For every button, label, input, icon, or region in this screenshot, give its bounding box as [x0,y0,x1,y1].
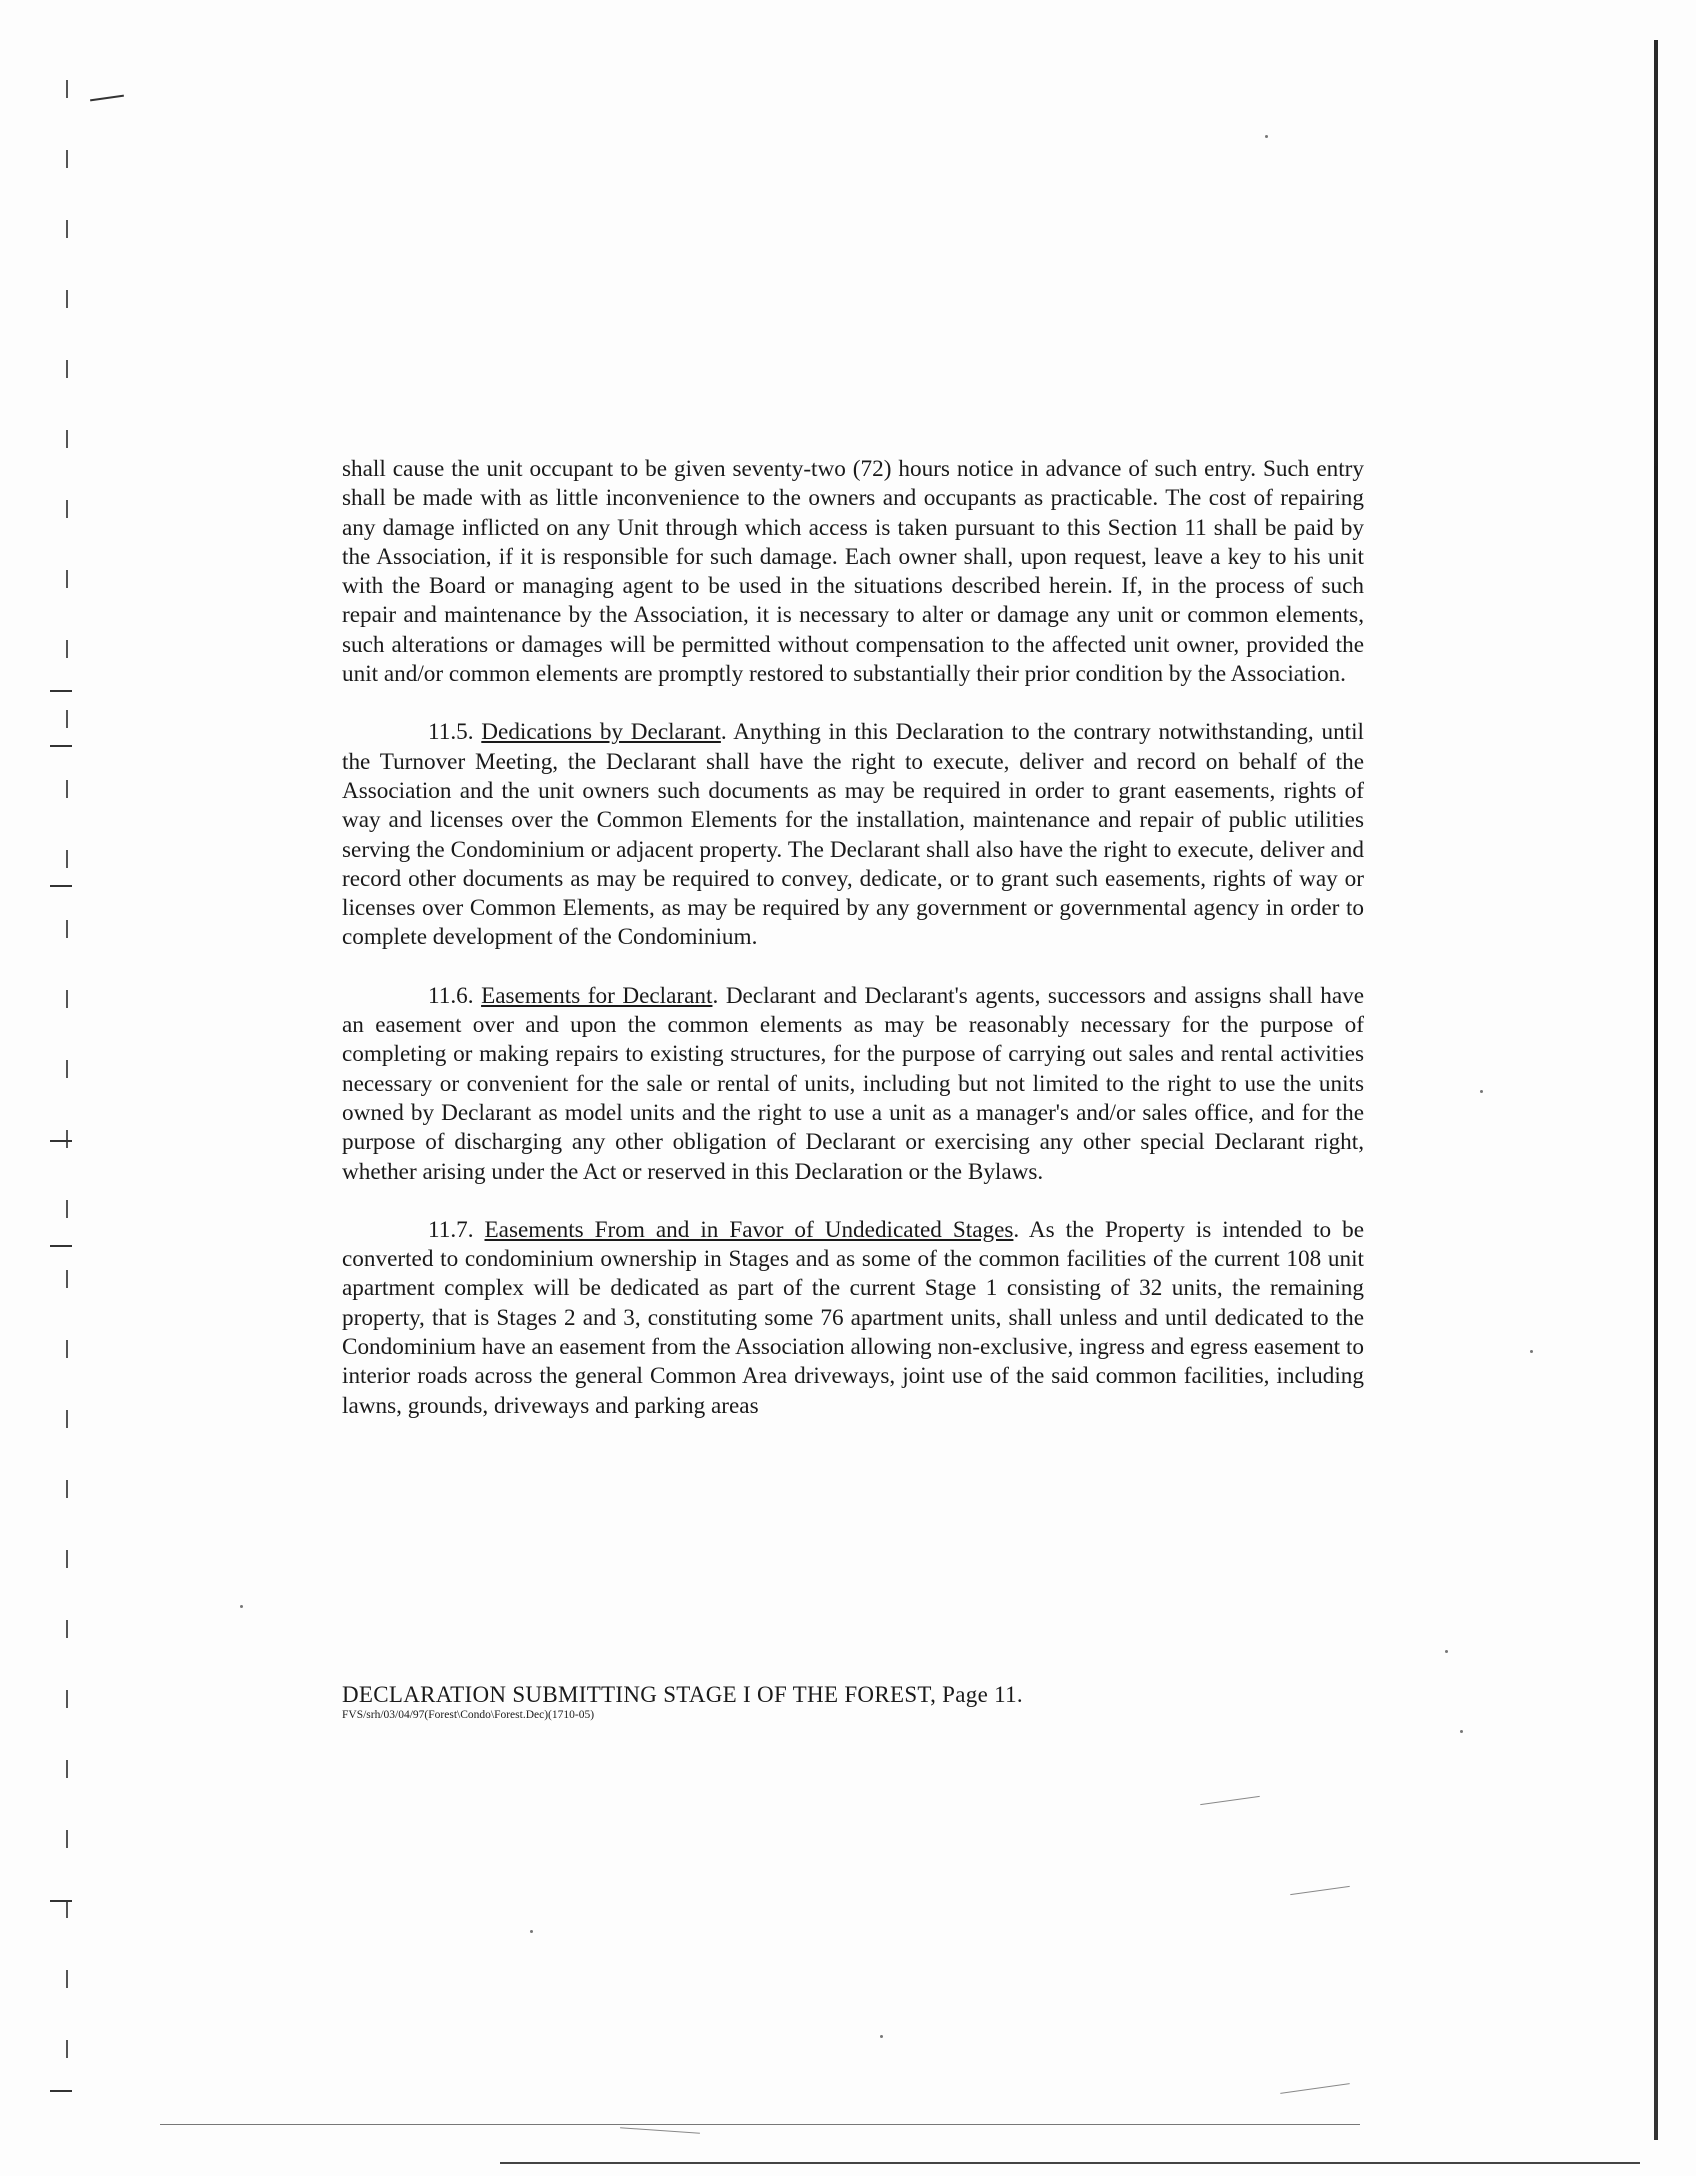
scan-edge [1654,40,1658,2140]
footer-file-code: FVS/srh/03/04/97(Forest\Condo\Forest.Dec)(1710-05) [342,1709,595,1721]
scan-tick [50,2090,72,2092]
section-11-6: 11.6. Easements for Declarant. Declarant and Declarant's agents, successors and assigns shall have an easement over and upon the common elements as may be reasonably necessary for the purpose of completing or making repairs to existing structures, for the purpose of carrying out sales and rental activities necessary or convenient for the sale or rental of units, including but not limited to the right to use the units owned by Declarant as model units and the right to use a unit as a manager's and/or sales office, and for the purpose of discharging any other obligation of Declarant or exercising any other special Declarant right, whether arising under the Act or reserved in this Declaration or the Bylaws. [342,982,1365,1185]
section-number: 11.6. [428,982,474,1009]
scan-mark [1290,1886,1350,1895]
scan-speck [1460,1730,1463,1733]
section-text: As the Property is intended to be converted to condominium ownership in Stages and as some of the common facilities of the current 108 unit apartment complex will be dedicated as part of the current Stage 1 consisting of 32 units, the remaining property, that is Stages 2 and 3, constituting some 76 apartment units, shall unless and until dedicated to the Condominium have an easement from the Association allowing non-exclusive, ingress and egress easement to interior roads across the general Common Area driveways, joint use of the said common facilities, including lawns, grounds, driveways and parking areas [342,1216,1364,1419]
scan-speck [1265,135,1268,138]
scan-tick [50,1900,72,1902]
scan-speck [530,1930,533,1933]
section-title: Dedications by Declarant [481,719,721,746]
footer-title: DECLARATION SUBMITTING STAGE I OF THE FOREST, Page 11. [342,1682,1023,1707]
scan-tick [50,1140,72,1142]
scan-speck [1445,1650,1448,1653]
section-11-5: 11.5. Dedications by Declarant. Anything in this Declaration to the contrary notwithstanding, until the Turnover Meeting, the Declarant shall have the right to execute, deliver and record on behalf of the Association and the unit owners such documents as may be required in order to grant easements, rights of way and licenses over the Common Elements for the installation, maintenance and repair of public utilities serving the Condominium or adjacent property. The Declarant shall also have the right to execute, deliver and record other documents as may be required to convey, dedicate, or to grant such easements, rights of way or licenses over Common Elements, as may be required by any government or governmental agency in order to complete development of the Condominium. [342,719,1364,951]
section-text: Anything in this Declaration to the contrary notwithstanding, until the Turnover Meeting, the Declarant shall have the right to execute, deliver and record on behalf of the Association and the unit owners such documents as may be required in order to grant easements, rights of way and licenses over the Common Elements for the installation, maintenance and repair of public utilities serving the Condominium or adjacent property. The Declarant shall also have the right to execute, deliver and record other documents as may be required to convey, dedicate, or to grant such easements, rights of way or licenses over Common Elements, as may be required by any government or governmental agency in order to complete development of the Condominium. [342,719,1364,951]
paragraph-text: shall cause the unit occupant to be given seventy-two (72) hours notice in advance of such entry. Such entry shall be made with as little inconvenience to the owners and occupants as practicable. The cost of repairing any damage inflicted on any Unit through which access is taken pursuant to this Section 11 shall be paid by the Association, if it is responsible for such damage. Each owner shall, upon request, leave a key to his unit with the Board or managing agent to be used in the situations described herein. If, in the process of such repair and maintenance by the Association, it is necessary to alter or damage any unit or common elements, such alterations or damages will be permitted without compensation to the affected unit owner, provided the unit and/or common elements are promptly restored to substantially their prior condition by the Association. [342,456,1364,688]
scan-mark [620,2127,700,2134]
page-footer [342,1682,1442,1722]
scan-artifact-line [500,2162,1640,2164]
document-body [342,455,1364,1450]
scan-speck [1530,1350,1533,1353]
section-11-7: 11.7. Easements From and in Favor of Undedicated Stages. As the Property is intended to be converted to condominium ownership in Stages and as some of the common facilities of the current 108 unit apartment complex will be dedicated as part of the current Stage 1 consisting of 32 units, the remaining property, that is Stages 2 and 3, constituting some 76 apartment units, shall unless and until dedicated to the Condominium have an easement from the Association allowing non-exclusive, ingress and egress easement to interior roads across the general Common Area driveways, joint use of the said common facilities, including lawns, grounds, driveways and parking areas [342,1216,1364,1419]
scan-tick [50,745,72,747]
scan-left-edge [66,80,68,2080]
section-title: Easements From and in Favor of Undedicated Stages [484,1216,1014,1243]
scan-speck [240,1605,243,1608]
section-number: 11.7. [428,1216,474,1243]
scan-mark [1200,1796,1260,1805]
scan-tick [50,690,72,692]
scan-artifact-line [160,2124,1360,2125]
section-text: Declarant and Declarant's agents, successors and assigns shall have an easement over and upon the common elements as may be reasonably necessary for the purpose of completing or making repairs to existing structures, for the purpose of carrying out sales and rental activities necessary or convenient for the sale or rental of units, including but not limited to the right to use the units owned by Declarant as model units and the right to use a unit as a manager's and/or sales office, and for the purpose of discharging any other obligation of Declarant or exercising any other special Declarant right, whether arising under the Act or reserved in this Declaration or the Bylaws. [342,982,1365,1185]
scan-speck [880,2035,883,2038]
section-number: 11.5. [428,719,474,746]
scan-mark [90,95,124,102]
scan-mark [1280,2083,1349,2094]
scan-speck [1480,1090,1483,1093]
scan-tick [50,885,72,887]
paragraph [342,455,1364,689]
scan-tick [50,1245,72,1247]
section-title: Easements for Declarant [481,982,713,1009]
